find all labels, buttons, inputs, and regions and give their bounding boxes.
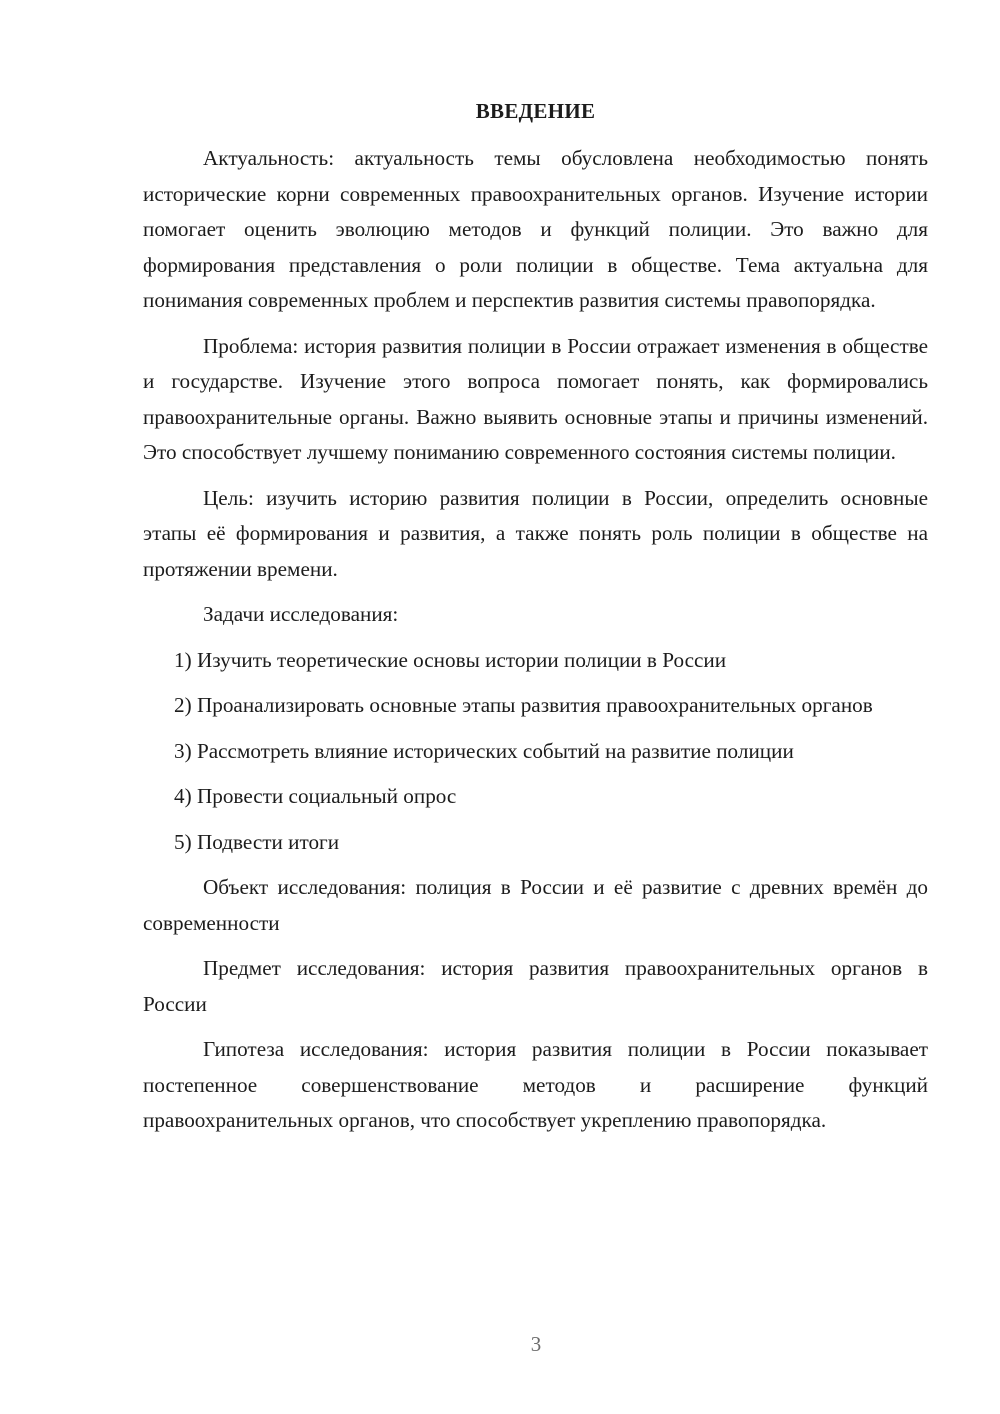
- page-number: 3: [530, 1332, 542, 1356]
- task-item: 3) Рассмотреть влияние исторических событий на развитие полиции: [174, 738, 794, 763]
- hypothesis-paragraph: Гипотеза исследования: история развития полиции в России показывает постепенное совершенствование методов и расширение функций правоохранительных органов, что способствует укреплению правопорядка.: [143, 1037, 928, 1132]
- task-item: 5) Подвести итоги: [174, 829, 340, 854]
- subject-paragraph: Предмет исследования: история развития правоохранительных органов в России: [143, 956, 928, 1016]
- problem-paragraph: Проблема: история развития полиции в России отражает изменения в обществе и государстве. Изучение этого вопроса помогает понять, как формировались правоохранительные органы. Важно выявить основные этапы и причины изменений. Это способствует лучшему пониманию современного состояния системы полиции.: [143, 333, 928, 464]
- page-title: ВВЕДЕНИЕ: [475, 99, 596, 123]
- task-item: 2) Проанализировать основные этапы развития правоохранительных органов: [174, 693, 873, 717]
- page-body: [143, 141, 928, 1149]
- goal-paragraph: Цель: изучить историю развития полиции в России, определить основные этапы её формирования и развития, а также понять роль полиции в обществе на протяжении времени.: [143, 485, 928, 581]
- tasks-heading: Задачи исследования:: [203, 602, 399, 626]
- relevance-paragraph: Актуальность: актуальность темы обусловлена необходимостью понять исторические корни современных правоохранительных органов. Изучение истории помогает оценить эволюцию методов и функций полиции. Это важно для формирования представления о роли полиции в обществе. Тема актуальна для понимания современных проблем и перспектив развития системы правопорядка.: [143, 146, 928, 312]
- object-paragraph: Объект исследования: полиция в России и её развитие с древних времён до современности: [143, 875, 928, 935]
- task-item: 4) Провести социальный опрос: [174, 784, 457, 808]
- task-item: 1) Изучить теоретические основы истории полиции в России: [174, 647, 727, 672]
